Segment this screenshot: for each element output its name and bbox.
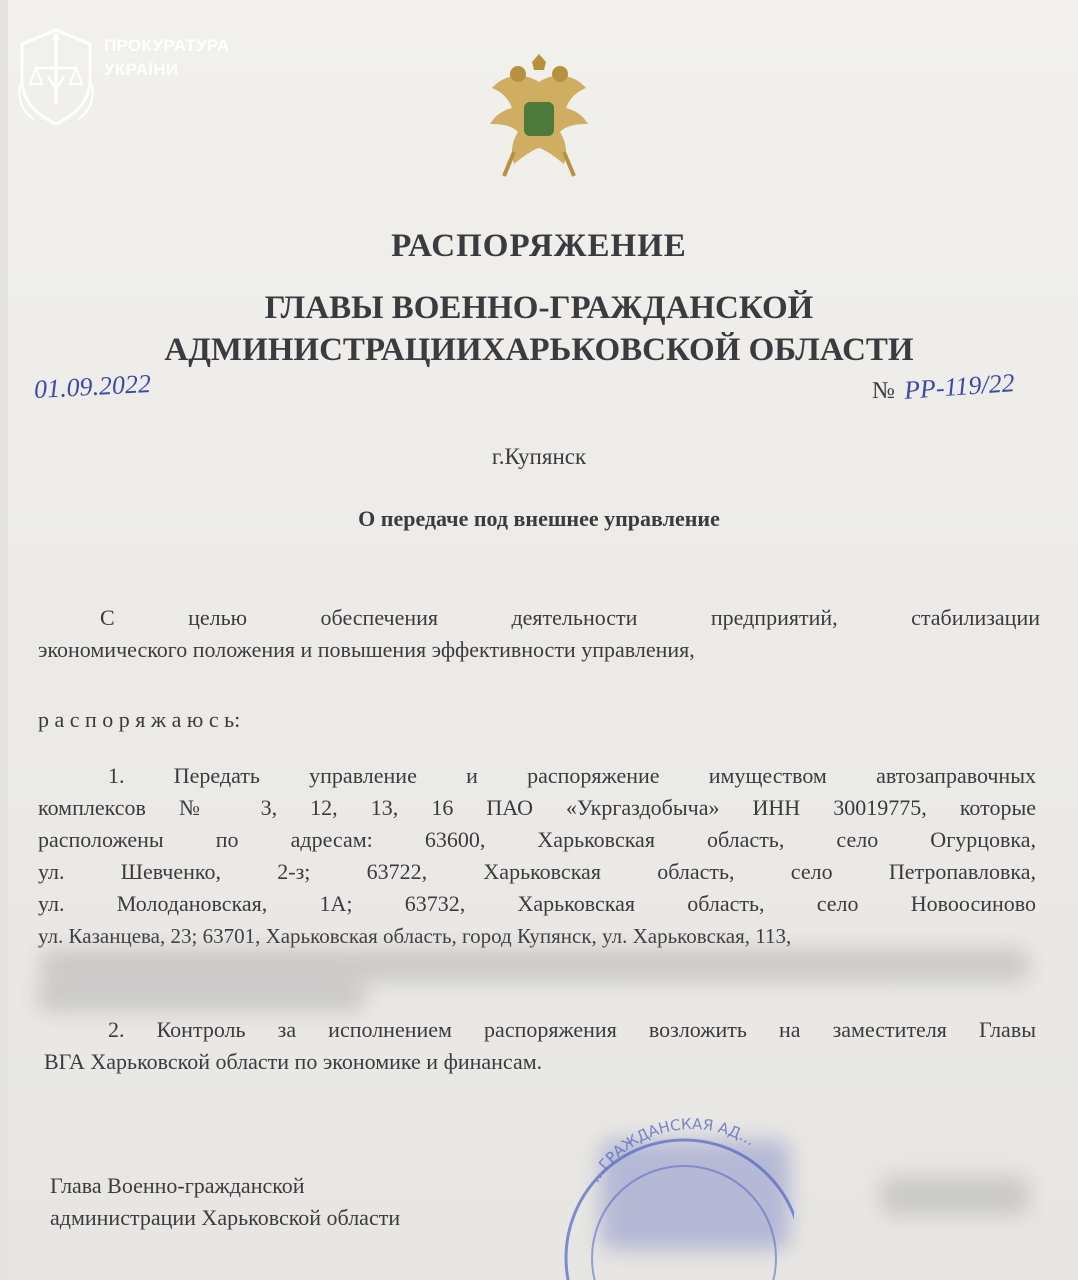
item1-line-1: [108, 760, 1036, 792]
decree-word: р а с п о р я ж а ю с ь:: [38, 707, 241, 732]
stamp-text: …ГРАЖДАНСКАЯ АД…: [585, 1115, 759, 1186]
document-subtitle-line1: ГЛАВЫ ВОЕННО-ГРАЖДАНСКОЙ: [264, 290, 814, 326]
intro-line-1: [100, 602, 1040, 634]
redacted-line-2: [36, 980, 366, 1012]
prosecutor-watermark: [12, 24, 252, 132]
item1-line-2-text: комплексов № 3, 12, 13, 16 ПАО «Укргаздобыча» ИНН 30019775, которые: [38, 795, 1036, 820]
document-subject: О передаче под внешнее управление: [358, 506, 720, 531]
document-subtitle-line2: АДМИНИСТРАЦИИХАРЬКОВСКОЙ ОБЛАСТИ: [164, 332, 914, 368]
number-label: №: [872, 378, 895, 404]
document-title: РАСПОРЯЖЕНИЕ: [391, 228, 687, 264]
item1-line-3: [38, 824, 1036, 856]
intro-line-2: экономического положения и повышения эффективности управления,: [38, 637, 695, 662]
double-headed-eagle-emblem-icon: [474, 52, 604, 182]
item2-line-1: [108, 1014, 1036, 1046]
prosecutor-seal-icon: [12, 24, 100, 128]
redacted-name: [880, 1176, 1030, 1216]
handwritten-date: 01.09.2022: [33, 368, 152, 405]
signature-line-1: Глава Военно-гражданской: [50, 1173, 305, 1198]
prosecutor-name: [104, 34, 230, 82]
item1-line-3-text: расположены по адресам: 63600, Харьковская область, село Огурцовка,: [38, 827, 1036, 852]
redacted-line: [40, 948, 1030, 982]
item1-line-4-text: ул. Шевченко, 2-з; 63722, Харьковская область, село Петропавловка,: [38, 859, 1036, 884]
item1-line-5-text: ул. Молодановская, 1А; 63732, Харьковская область, село Новоосиново: [38, 891, 1036, 916]
redacted-signature: [600, 1140, 790, 1250]
item1-line-2: [38, 792, 1036, 824]
item1-line-5: [38, 888, 1036, 920]
item2-line-1-text: 2. Контроль за исполнением распоряжения возложить на заместителя Главы: [108, 1017, 1036, 1042]
handwritten-number: РР-119/22: [903, 368, 1016, 405]
document-city: г.Купянск: [491, 444, 587, 469]
item1-line-6: ул. Казанцева, 23; 63701, Харьковская область, город Купянск, ул. Харьковская, 113,: [38, 924, 792, 948]
prosecutor-name-line1: ПРОКУРАТУРА: [104, 36, 230, 55]
item2-line-2: ВГА Харьковской области по экономике и финансам.: [44, 1049, 543, 1074]
prosecutor-name-line2: УКРАЇНИ: [104, 60, 179, 79]
intro-line-1-text: С целью обеспечения деятельности предприятий, стабилизации: [100, 605, 1040, 630]
item1-line-4: [38, 856, 1036, 888]
item1-line-1-text: 1. Передать управление и распоряжение имуществом автозаправочных: [108, 763, 1036, 788]
signature-line-2: администрации Харьковской области: [50, 1205, 401, 1230]
